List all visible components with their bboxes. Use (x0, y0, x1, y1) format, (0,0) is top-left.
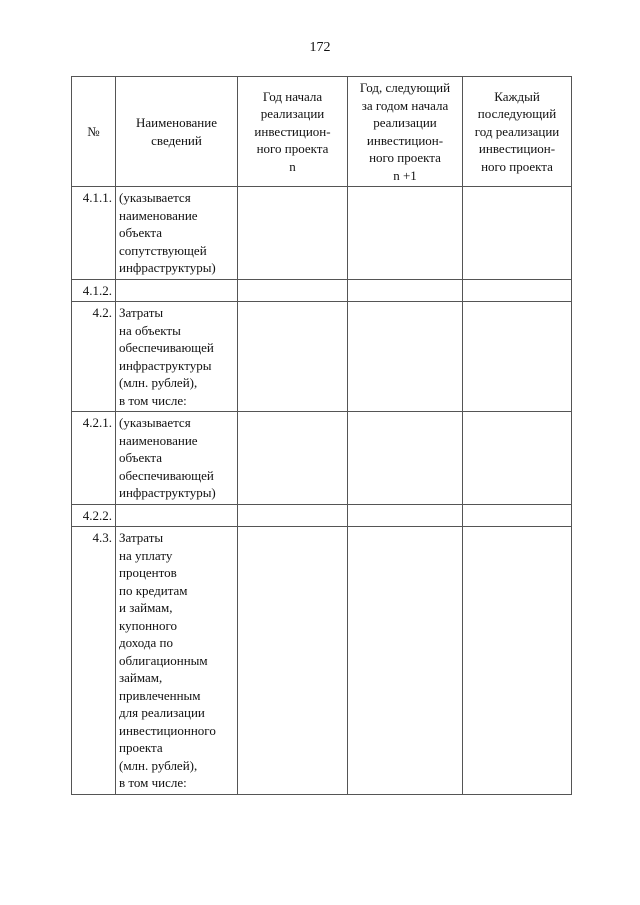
cell-start-year (238, 527, 348, 795)
table-row (72, 412, 572, 505)
row-item-name: Затраты на уплату процентов по кредитам и займам, купонного дохода по облигационным займам, привлеченным для реализации инвестиционного проекта (млн. рублей), в том числе: (116, 527, 238, 795)
table-row (72, 187, 572, 280)
row-number: 4.2. (72, 302, 116, 412)
table-header-row (72, 77, 572, 187)
cell-start-year (238, 187, 348, 280)
row-number: 4.1.1. (72, 187, 116, 280)
cell-next-year (348, 412, 463, 505)
cell-next-year (348, 279, 463, 302)
row-item-name (116, 504, 238, 527)
row-number: 4.1.2. (72, 279, 116, 302)
header-next-year: Год, следующий за годом начала реализации инвестицион- ного проекта n +1 (348, 77, 463, 187)
row-number: 4.2.1. (72, 412, 116, 505)
cell-each-subsequent-year (463, 302, 572, 412)
cell-start-year (238, 302, 348, 412)
row-item-name: (указывается наименование объекта сопутствующей инфраструктуры) (116, 187, 238, 280)
cell-each-subsequent-year (463, 187, 572, 280)
header-start-year: Год начала реализации инвестицион- ного проекта n (238, 77, 348, 187)
page-number: 172 (309, 40, 331, 55)
row-number: 4.2.2. (72, 504, 116, 527)
table-row (72, 279, 572, 302)
cell-each-subsequent-year (463, 412, 572, 505)
cell-next-year (348, 504, 463, 527)
row-item-name: (указывается наименование объекта обеспечивающей инфраструктуры) (116, 412, 238, 505)
table-row (72, 527, 572, 795)
cell-start-year (238, 504, 348, 527)
cell-each-subsequent-year (463, 504, 572, 527)
row-item-name (116, 279, 238, 302)
row-number: 4.3. (72, 527, 116, 795)
cell-next-year (348, 527, 463, 795)
cell-next-year (348, 187, 463, 280)
cell-each-subsequent-year (463, 279, 572, 302)
cell-start-year (238, 412, 348, 505)
header-item-name: Наименование сведений (116, 77, 238, 187)
cell-each-subsequent-year (463, 527, 572, 795)
table-row (72, 302, 572, 412)
header-each-subsequent-year: Каждый последующий год реализации инвестицион- ного проекта (463, 77, 572, 187)
row-item-name: Затраты на объекты обеспечивающей инфраструктуры (млн. рублей), в том числе: (116, 302, 238, 412)
investment-data-table (71, 76, 572, 795)
cell-next-year (348, 302, 463, 412)
header-number: № (72, 77, 116, 187)
table-row (72, 504, 572, 527)
cell-start-year (238, 279, 348, 302)
